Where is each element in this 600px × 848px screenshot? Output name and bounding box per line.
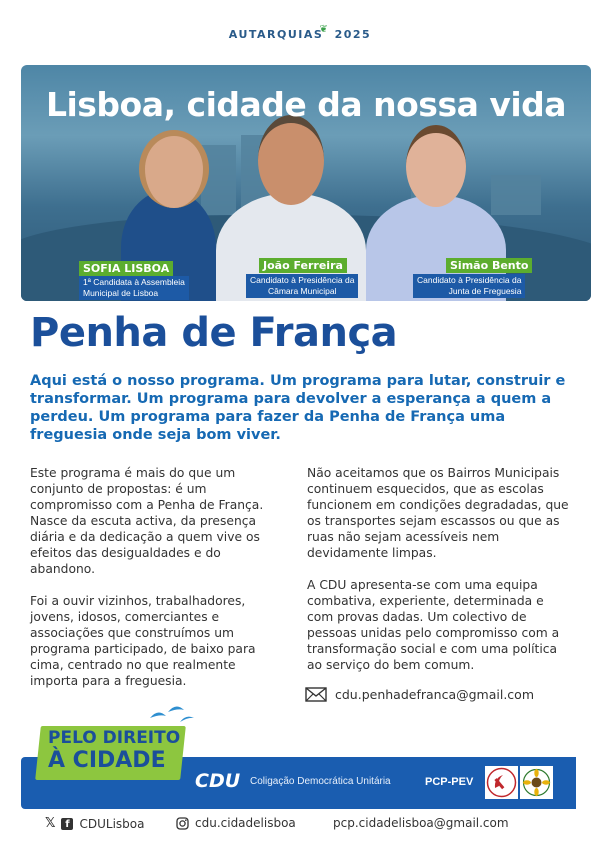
right-column: [307, 465, 572, 689]
social-instagram[interactable]: [176, 816, 296, 830]
badge-line-2: À CIDADE: [48, 748, 166, 773]
body-paragraph: Este programa é mais do que um conjunto de propostas: é um compromisso com a Penha de França. Nasce da escuta activa, da presença diária e da dedicação a quem vive os efeitos das desigualdades e do abandono.: [30, 466, 264, 576]
leaf-icon: ❦: [319, 24, 330, 35]
badge-line-1: PELO DIREITO: [48, 728, 181, 748]
candidate-name-3: Simão Bento: [446, 258, 532, 273]
body-paragraph: Não aceitamos que os Bairros Municipais continuem esquecidos, que as escolas funcionem em condições degradadas, que os transportes sejam escassos ou que as ruas não sejam acessíveis nem devidamente limpas.: [307, 466, 569, 560]
candidate-name-2: João Ferreira: [259, 258, 347, 273]
body-paragraph: A CDU apresenta-se com uma equipa combativa, experiente, determinada e com provas dadas. Um colectivo de pessoas unidas pelo compromisso com a transformação social e com uma política ao serviço do bem comum.: [307, 578, 560, 672]
facebook-handle[interactable]: CDULisboa: [79, 816, 145, 831]
hammer-sickle-icon: [485, 766, 518, 799]
candidate-role-3: Candidato à Presidência da Junta de Freguesia: [413, 274, 525, 298]
social-email[interactable]: [333, 816, 509, 830]
candidate-role-2: Candidato à Presidência da Câmara Municipal: [246, 274, 358, 298]
logo-year: 2025: [334, 28, 372, 41]
logo-word: AUTARQUIAS: [228, 28, 324, 41]
pelo-direito-badge: [38, 718, 183, 780]
autarquias-logo: [0, 24, 600, 41]
birds-icon: [146, 702, 196, 726]
candidate-role-1: 1ª Candidata à Assembleia Municipal de Lisboa: [79, 276, 189, 300]
page-title: Penha de França: [30, 310, 398, 356]
instagram-icon: [176, 817, 189, 830]
contact-email[interactable]: [305, 687, 534, 702]
envelope-icon: [305, 687, 327, 702]
x-icon: 𝕏: [45, 816, 56, 831]
body-paragraph: Foi a ouvir vizinhos, trabalhadores, jovens, idosos, comerciantes e associações que construímos um programa participado, de baixo para cima, centrado no que realmente importa para a freguesia.: [30, 594, 256, 688]
left-column: [30, 465, 280, 705]
lead-paragraph: Aqui está o nosso programa. Um programa para lutar, construir e transformar. Um programa para devolver a esperança a quem a perdeu. Um programa para fazer da Penha de França uma freguesia onde seja bom viver.: [30, 373, 566, 443]
candidate-name-1: SOFIA LISBOA: [79, 261, 173, 276]
coalition-name: Coligação Democrática Unitária: [250, 776, 391, 787]
contact-email-text[interactable]: cdu.penhadefranca@gmail.com: [335, 687, 534, 702]
cdu-logo: CDU: [195, 770, 241, 792]
facebook-icon: f: [61, 818, 73, 830]
instagram-handle[interactable]: cdu.cidadelisboa: [195, 816, 296, 830]
party-names: PCP-PEV: [425, 776, 474, 788]
hero-title: Lisboa, cidade da nossa vida: [45, 85, 567, 124]
sunflower-icon: [520, 766, 553, 799]
hero-banner: [21, 65, 591, 301]
social-x-facebook[interactable]: [45, 816, 144, 831]
footer-email[interactable]: pcp.cidadelisboa@gmail.com: [333, 816, 509, 830]
